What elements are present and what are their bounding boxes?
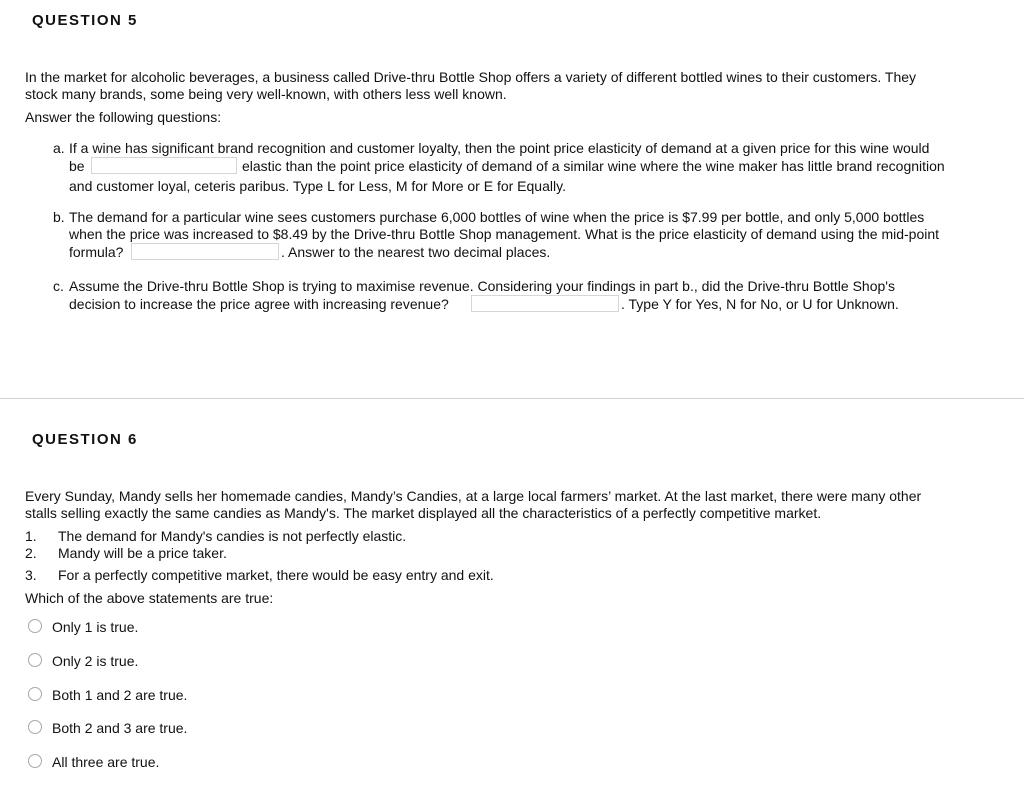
statement-1-number: 1. bbox=[25, 528, 37, 544]
question-6-prompt: Which of the above statements are true: bbox=[25, 590, 274, 606]
part-b-answer-input[interactable] bbox=[131, 243, 279, 260]
radio-button[interactable] bbox=[28, 720, 42, 734]
part-b-line-3-before: formula? bbox=[69, 244, 124, 260]
question-6-intro-line-2: stalls selling exactly the same candies as Mandy's. The market displayed all the characteristics of a perfectly competitive market. bbox=[25, 505, 822, 521]
part-a-line-2-before: be bbox=[69, 158, 85, 174]
statement-3-text: For a perfectly competitive market, there would be easy entry and exit. bbox=[58, 567, 494, 583]
part-c-line-2-after: . Type Y for Yes, N for No, or U for Unknown. bbox=[621, 296, 899, 312]
statement-2-number: 2. bbox=[25, 545, 37, 561]
radio-button[interactable] bbox=[28, 619, 42, 633]
part-c-text bbox=[69, 278, 999, 316]
statement-2-text: Mandy will be a price taker. bbox=[58, 545, 227, 561]
part-a-letter: a. bbox=[53, 140, 65, 156]
part-a-line-2-after: elastic than the point price elasticity of demand of a similar wine where the wine maker has little brand recognition bbox=[242, 158, 945, 174]
question-6-title: QUESTION 6 bbox=[32, 431, 138, 448]
part-c-line-2 bbox=[69, 295, 999, 316]
question-6-intro bbox=[25, 488, 1000, 522]
radio-button[interactable] bbox=[28, 687, 42, 701]
part-b-line-3-after: . Answer to the nearest two decimal places. bbox=[281, 244, 551, 260]
part-c-answer-input[interactable] bbox=[471, 295, 619, 312]
question-5-instruction: Answer the following questions: bbox=[25, 109, 222, 125]
question-5-title: QUESTION 5 bbox=[32, 12, 138, 29]
question-5-intro-line-1: In the market for alcoholic beverages, a business called Drive-thru Bottle Shop offers a variety of different bottled wines to their customers. They bbox=[25, 69, 917, 85]
option-label: Only 1 is true. bbox=[52, 619, 139, 635]
option-label: Both 1 and 2 are true. bbox=[52, 687, 188, 703]
part-c-line-1: Assume the Drive-thru Bottle Shop is trying to maximise revenue. Considering your findings in part b., did the Drive-thru Bottle Shop's bbox=[69, 278, 895, 294]
part-b-letter: b. bbox=[53, 209, 65, 225]
part-b-line-3 bbox=[69, 243, 999, 263]
part-b-text bbox=[69, 209, 999, 263]
part-a-text bbox=[69, 140, 999, 195]
statement-1-text: The demand for Mandy's candies is not perfectly elastic. bbox=[58, 528, 407, 544]
statement-1 bbox=[25, 528, 406, 545]
question-5-intro-line-2: stock many brands, some being very well-known, with others less well known. bbox=[25, 86, 507, 102]
statement-3-number: 3. bbox=[25, 567, 37, 583]
part-a-line-1: If a wine has significant brand recognition and customer loyalty, then the point price elasticity of demand at a given price for this wine would bbox=[69, 140, 930, 156]
question-divider bbox=[0, 398, 1024, 399]
statement-2 bbox=[25, 545, 227, 562]
statement-3 bbox=[25, 567, 494, 584]
part-a-line-3: and customer loyal, ceteris paribus. Type L for Less, M for More or E for Equally. bbox=[69, 178, 566, 194]
option-label: Only 2 is true. bbox=[52, 653, 139, 669]
part-a-answer-input[interactable] bbox=[91, 157, 237, 174]
part-b-line-1: The demand for a particular wine sees customers purchase 6,000 bottles of wine when the price is $7.99 per bottle, and only 5,000 bottles bbox=[69, 209, 925, 225]
part-a-line-2 bbox=[69, 157, 999, 178]
part-c-letter: c. bbox=[53, 278, 64, 294]
part-c-line-2-before: decision to increase the price agree with increasing revenue? bbox=[69, 296, 449, 312]
radio-button[interactable] bbox=[28, 754, 42, 768]
option-label: All three are true. bbox=[52, 754, 160, 770]
question-6-intro-line-1: Every Sunday, Mandy sells her homemade candies, Mandy’s Candies, at a large local farmers’ market. At the last market, there were many other bbox=[25, 488, 922, 504]
option-label: Both 2 and 3 are true. bbox=[52, 720, 188, 736]
radio-button[interactable] bbox=[28, 653, 42, 667]
part-b-line-2: when the price was increased to $8.49 by the Drive-thru Bottle Shop management. What is the price elasticity of demand using the mid-point bbox=[69, 226, 940, 242]
question-5-intro bbox=[25, 69, 1000, 103]
